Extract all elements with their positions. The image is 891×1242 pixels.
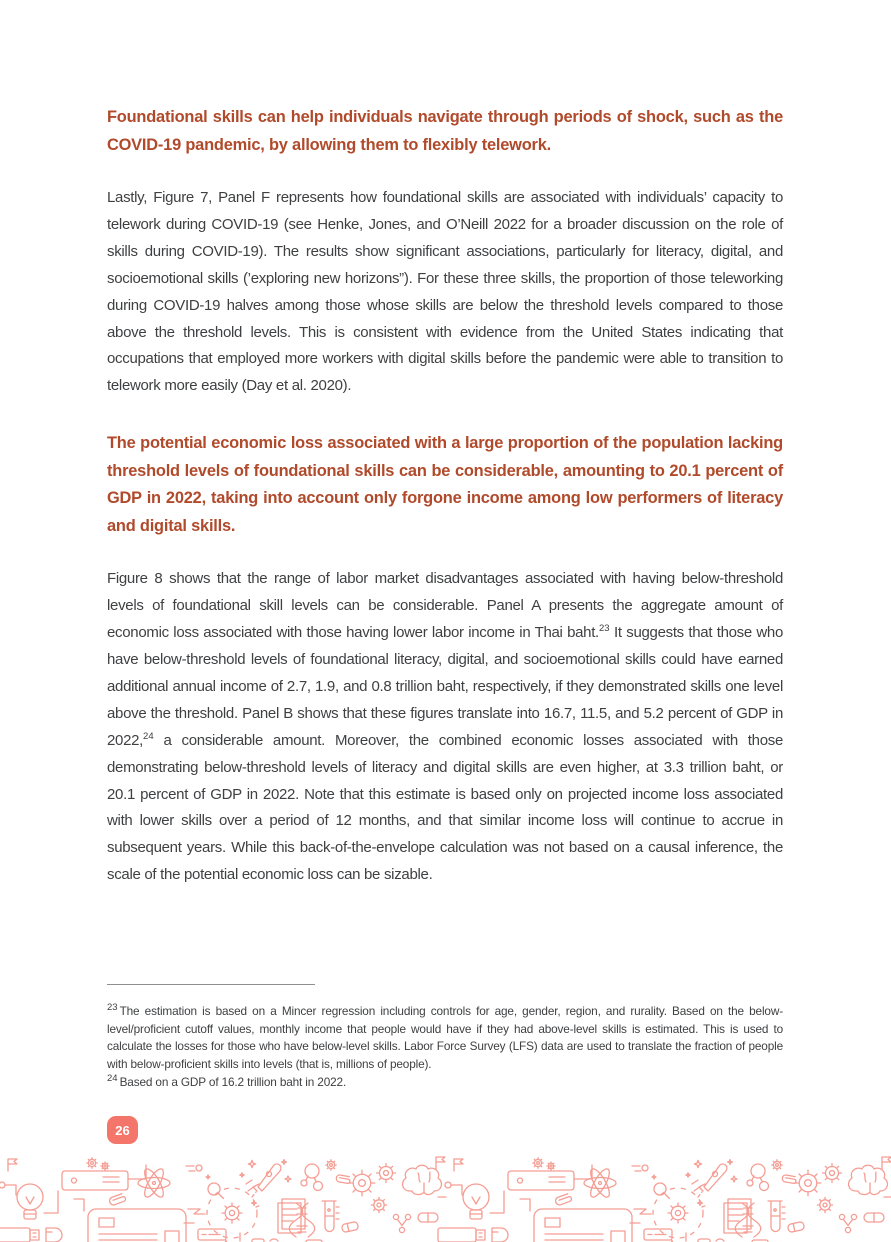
paragraph-figure8: Figure 8 shows that the range of labor market disadvantages associated with having below-threshold levels of foundational skill levels can be considerable. Panel A presents the aggregate amount of economic loss associated with those having lower labor income in Thai baht.$^{23}$ It suggests that those who have below-threshold levels of foundational literacy, digital, and socioemotional skills could have earned additional annual income of 2.7, 1.9, and 0.8 trillion baht, respectively, if they demonstrated skills one level above the threshold. Panel B shows that these figures translate into 16.7, 11.5, and 5.2 percent of GDP in 2022,24 a considerable amount. Moreover, the combined economic losses associated with those demonstrating below-threshold levels of literacy and digital skills are even higher, at 3.3 trillion baht, or 20.1 percent of GDP in 2022. Note that this estimate is based only on projected income loss associated with lower skills over a period of 12 months, and that similar income loss will continue to accrue in subsequent years. While this back-of-the-envelope calculation was not based on a causal inference, the scale of the potential economic loss can be sizable. (107, 570, 784, 884)
heading-telework: Foundational skills can help individuals navigate through periods of shock, such as the COVID-19 pandemic, by allowing them to flexibly telework. (107, 108, 783, 154)
footnote-23-marker: 23 (107, 1002, 118, 1014)
footnote-section (107, 984, 783, 1092)
footnote-23-text: The estimation is based on a Mincer regression including controls for age, gender, region, and rurality. Based on the below-level/proficient cutoff values, monthly income that people would have if they had above-level skills is estimated. This is used to calculate the losses for those who have below-level skills. Labor Force Survey (LFS) data are used to translate the fraction of people with below-proficient skills into levels (that is, millions of people). (107, 1004, 783, 1072)
footnote-24-marker: 24 (107, 1072, 118, 1084)
page-number-badge (107, 1116, 138, 1144)
footnote-23 (107, 1003, 783, 1074)
paragraph-figure7: Lastly, Figure 7, Panel F represents how foundational skills are associated with individuals’ capacity to telework during COVID-19 (see Henke, Jones, and O’Neill 2022 for a broader discussion on the role of skills during COVID-19). The results show significant associations, particularly for literacy, digital, and socioemotional skills (’exploring new horizons”). For these three skills, the proportion of those teleworking during COVID-19 halves among those whose skills are below the threshold levels compared to those above the threshold levels. This is consistent with evidence from the United States indicating that occupations that employed more workers with digital skills before the pandemic were able to transition to telework more easily (Day et al. 2020). (107, 189, 783, 395)
footnote-reference: 24 (143, 730, 154, 742)
footnote-24-text: Based on a GDP of 16.2 trillion baht in 2022. (119, 1074, 347, 1089)
heading-economic-loss: The potential economic loss associated with a large proportion of the population lacking threshold levels of foundational skills can be considerable, amounting to 20.1 percent of GDP in 2022, taking into account only forgone income among low performers of literacy and digital skills. (107, 434, 783, 535)
footnote-24 (107, 1074, 783, 1092)
footnote-divider (107, 984, 315, 985)
page-number: 26 (115, 1122, 130, 1138)
main-content (107, 104, 783, 889)
footnote-reference: 23 (598, 623, 610, 635)
footer-doodle-band (0, 1155, 891, 1242)
